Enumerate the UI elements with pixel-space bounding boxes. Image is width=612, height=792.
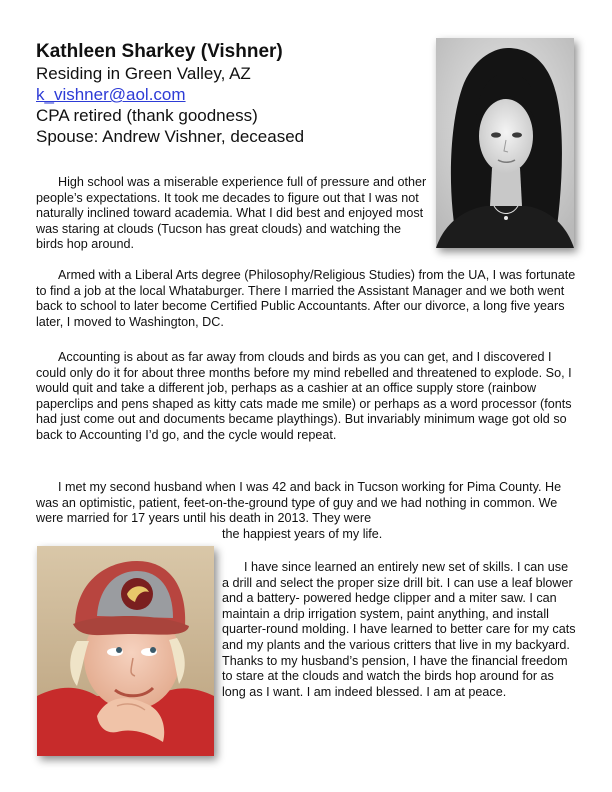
paragraph-second-husband-ending: the happiest years of my life. [222, 527, 383, 541]
recent-photo [37, 546, 214, 756]
yearbook-photo [436, 38, 574, 248]
yearbook-portrait-image [436, 38, 574, 248]
paragraph-new-skills: I have since learned an entirely new set of skills. I can use a drill and select the proper size drill bit. I can use a leaf blower and a battery- powered hedge clipper and a miter saw. I can maintain a drip irrigation system, paint anything, and install quarter-round molding. I have learned to better care for my cats and my plants and the various critters that live in my backyard. Thanks to my husband’s pension, I have the financial freedom to stare at the clouds and watch the birds hop around for as long as I want. I am indeed blessed. I am at peace. [222, 560, 576, 699]
paragraph-high-school: High school was a miserable experience full of pressure and other people’s expectations. It took me decades to figure out that I was not naturally inclined toward academia. What I did best and enjoyed most was staring at clouds (Tucson has great clouds) and watching the birds hop around. [36, 175, 427, 252]
residence-line: Residing in Green Valley, AZ [36, 64, 251, 83]
paragraph-second-husband: I met my second husband when I was 42 and back in Tucson working for Pima County. He was an optimistic, patient, feet-on-the-ground type of guy and we had nothing in common. We were married for 17 years until his death in 2013. They were [36, 480, 562, 526]
spouse-line: Spouse: Andrew Vishner, deceased [36, 127, 305, 146]
paragraph-degree: Armed with a Liberal Arts degree (Philosophy/Religious Studies) from the UA, I was fortunate to find a job at the local Whataburger. There I married the Assistant Manager and we both went back to school to later become Certified Public Accountants. After our divorce, a long five years later, I moved to Washington, DC. [36, 268, 576, 329]
recent-portrait-image [37, 546, 214, 756]
header [36, 40, 436, 147]
email-link[interactable]: k_vishner@aol.com [36, 85, 186, 104]
paragraph-accounting: Accounting is about as far away from clouds and birds as you can get, and I discovered I could only do it for about three months before my mind rebelled and threatened to explode. So, I would quit and take a different job, perhaps as a cashier at an office supply store (rainbow paperclips and pens shaped as kitty cats made me smile) or perhaps as a word processor (fonts had just come out and documents became playthings). But invariably minimum wage got old so back to Accounting I’d go, and the cycle would repeat. [36, 350, 572, 442]
occupation-line: CPA retired (thank goodness) [36, 106, 258, 125]
email-line [36, 84, 436, 105]
person-name: Kathleen Sharkey (Vishner) [36, 41, 283, 62]
